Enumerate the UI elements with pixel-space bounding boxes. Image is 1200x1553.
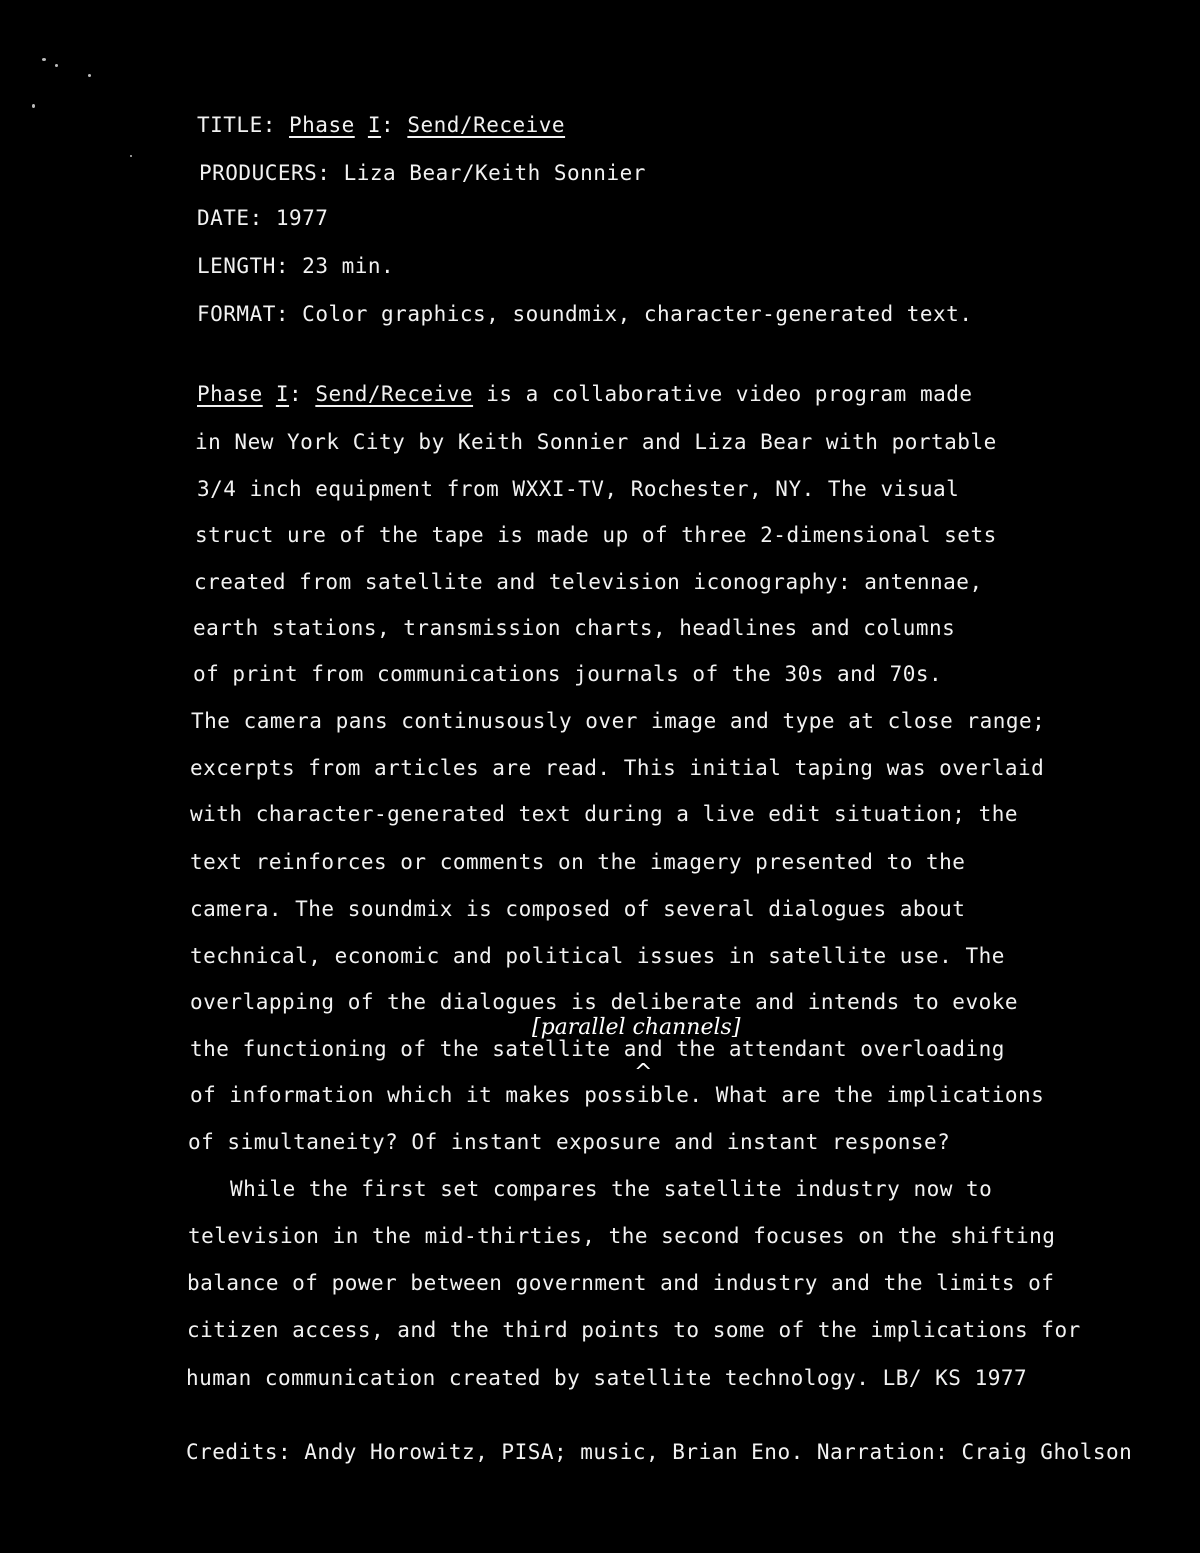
body-line: of information which it makes possible. What are the implications — [190, 1083, 1045, 1107]
body-line: television in the mid-thirties, the second focuses on the shifting — [188, 1224, 1056, 1248]
body-line: human communication created by satellite technology. LB/ KS 1977 — [186, 1366, 1028, 1390]
body-line: citizen access, and the third points to some of the implications for — [187, 1318, 1081, 1342]
date-line — [197, 206, 328, 230]
title-send-receive: Send/Receive — [407, 113, 566, 137]
body-first-rest: is a collaborative video program made — [486, 382, 973, 406]
length-line — [197, 254, 394, 278]
format-label: FORMAT: — [197, 302, 290, 326]
scan-speck — [55, 64, 58, 67]
body-line: The camera pans continusously over image and type at close range; — [191, 709, 1046, 733]
body-line: struct ure of the tape is made up of three 2-dimensional sets — [195, 523, 997, 547]
title-colon: : — [381, 113, 395, 137]
body-line: earth stations, transmission charts, headlines and columns — [193, 616, 956, 640]
title-numeral: I — [367, 113, 382, 137]
handwritten-insert: [parallel channels] — [532, 1015, 741, 1040]
body-title-colon: : — [289, 382, 303, 406]
scan-speck — [32, 104, 35, 108]
scan-speck — [130, 155, 132, 157]
length-value: 23 min. — [302, 254, 395, 278]
body-line: 3/4 inch equipment from WXXI-TV, Rochester, NY. The visual — [197, 477, 960, 501]
body-line-first — [197, 382, 973, 406]
body-line: in New York City by Keith Sonnier and Liza Bear with portable — [195, 430, 997, 454]
producers-value: Liza Bear/Keith Sonnier — [343, 161, 646, 185]
body-line: balance of power between government and industry and the limits of — [187, 1271, 1055, 1295]
insertion-caret: ^ — [634, 1060, 653, 1085]
date-label: DATE: — [197, 206, 263, 230]
body-line: with character-generated text during a live edit situation; the — [190, 802, 1019, 826]
producers-line — [199, 161, 646, 185]
body-line: of print from communications journals of the 30s and 70s. — [193, 662, 943, 686]
body-line: text reinforces or comments on the imagery presented to the — [190, 850, 966, 874]
credits-line: Credits: Andy Horowitz, PISA; music, Brian Eno. Narration: Craig Gholson — [186, 1440, 1133, 1464]
body-title-phase: Phase — [197, 382, 263, 406]
body-line: While the first set compares the satellite industry now to — [230, 1177, 993, 1201]
format-value: Color graphics, soundmix, character-generated text. — [302, 302, 973, 326]
body-line: the functioning of the satellite and the attendant overloading — [190, 1037, 1005, 1061]
body-line: overlapping of the dialogues is deliberate and intends to evoke — [190, 990, 1019, 1014]
body-line: camera. The soundmix is composed of several dialogues about — [190, 897, 966, 921]
scan-speck — [42, 58, 46, 61]
body-line: of simultaneity? Of instant exposure and instant response? — [188, 1130, 951, 1154]
body-title-send-receive: Send/Receive — [315, 382, 474, 406]
date-value: 1977 — [275, 206, 329, 230]
producers-label: PRODUCERS: — [199, 161, 331, 185]
title-label: TITLE: — [197, 113, 276, 137]
body-line: technical, economic and political issues in satellite use. The — [190, 944, 1005, 968]
title-line — [197, 113, 565, 137]
format-line — [197, 302, 972, 326]
body-line: excerpts from articles are read. This initial taping was overlaid — [190, 756, 1045, 780]
body-title-numeral: I — [275, 382, 290, 406]
length-label: LENGTH: — [197, 254, 290, 278]
body-line: created from satellite and television iconography: antennae, — [194, 570, 983, 594]
scan-speck — [88, 74, 91, 77]
title-phase: Phase — [289, 113, 355, 137]
